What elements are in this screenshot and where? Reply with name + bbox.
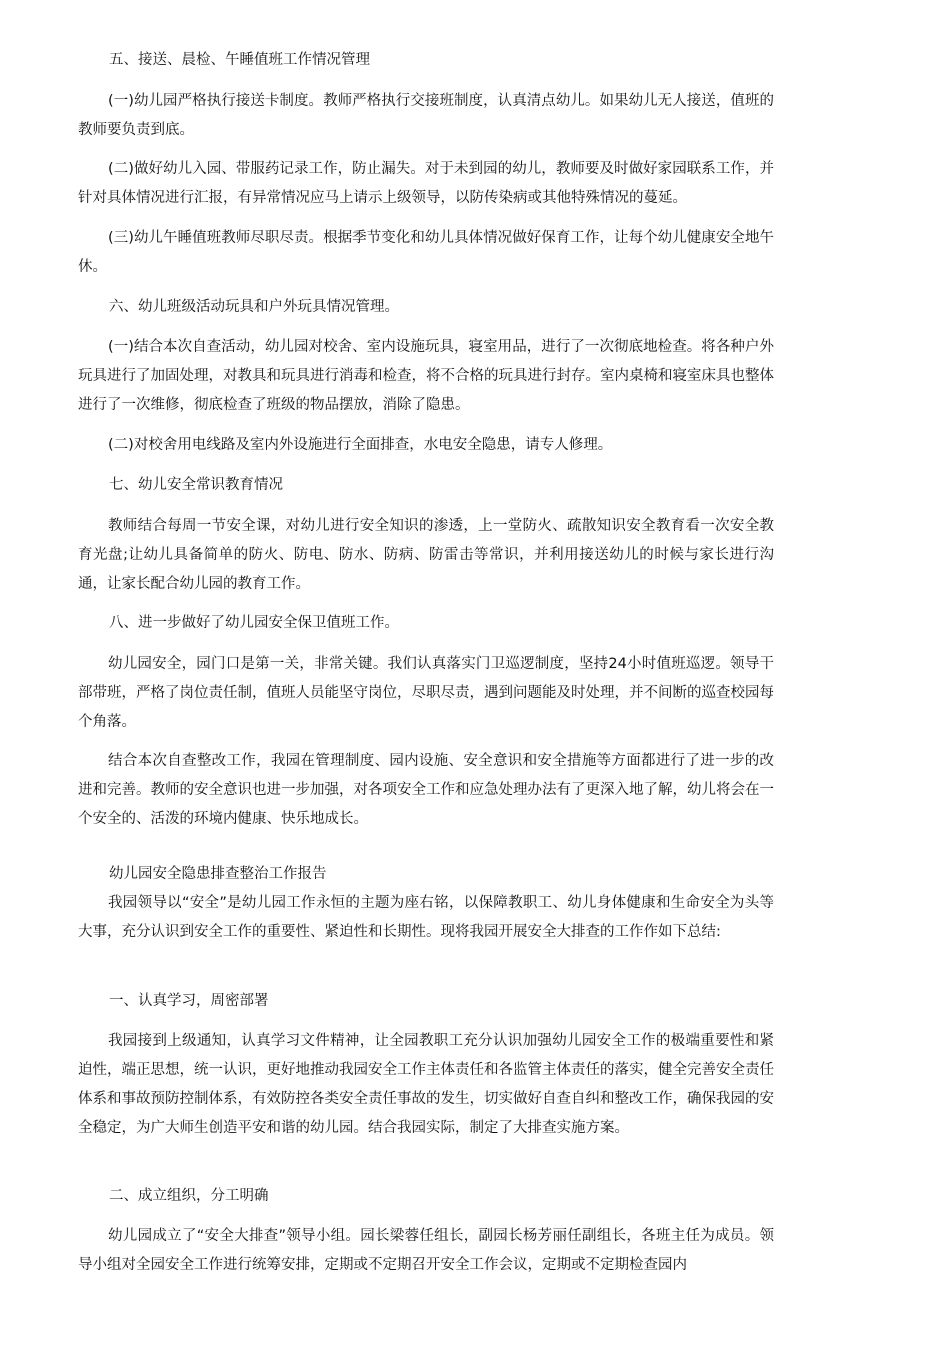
- section-heading-6: 六、幼儿班级活动玩具和户外玩具情况管理。: [109, 299, 399, 315]
- section-heading-5: 五、接送、晨检、午睡值班工作情况管理: [109, 52, 370, 68]
- paragraph: (二)做好幼儿入园、带服药记录工作，防止漏失。对于未到园的幼儿，教师要及时做好家园联系工作，并针对具体情况进行汇报，有异常情况应马上请示上级领导，以防传染病或其他特殊情况的蔓延。: [78, 161, 774, 206]
- paragraph: (一)幼儿园严格执行接送卡制度。教师严格执行交接班制度，认真清点幼儿。如果幼儿无人接送，值班的教师要负责到底。: [78, 93, 774, 138]
- section-heading-8: 八、进一步做好了幼儿园安全保卫值班工作。: [109, 615, 399, 631]
- paragraph: 教师结合每周一节安全课，对幼儿进行安全知识的渗透，上一堂防火、疏散知识安全教育看一次安全教育光盘;让幼儿具备简单的防火、防电、防水、防病、防雷击等常识，并利用接送幼儿的时候与家长进行沟通，让家长配合幼儿园的教育工作。: [78, 518, 774, 592]
- paragraph: 我园领导以“安全”是幼儿园工作永恒的主题为座右铭，以保障教职工、幼儿身体健康和生命安全为头等大事，充分认识到安全工作的重要性、紧迫性和长期性。现将我园开展安全大排查的工作作如下总结:: [78, 895, 774, 940]
- paragraph: (一)结合本次自查活动，幼儿园对校舍、室内设施玩具，寝室用品，进行了一次彻底地检查。将各种户外玩具进行了加固处理，对教具和玩具进行消毒和检查，将不合格的玩具进行封存。室内桌椅和寝室床具也整体进行了一次维修，彻底检查了班级的物品摆放，消除了隐患。: [78, 339, 774, 413]
- report-title: 幼儿园安全隐患排查整治工作报告: [109, 866, 327, 882]
- paragraph: (二)对校舍用电线路及室内外设施进行全面排查，水电安全隐患，请专人修理。: [108, 437, 613, 453]
- paragraph: (三)幼儿午睡值班教师尽职尽责。根据季节变化和幼儿具体情况做好保育工作，让每个幼儿健康安全地午休。: [78, 230, 774, 275]
- paragraph: 幼儿园成立了“安全大排查”领导小组。园长梁蓉任组长，副园长杨芳丽任副组长，各班主任为成员。领导小组对全园安全工作进行统筹安排，定期或不定期召开安全工作会议，定期或不定期检查园内: [78, 1228, 774, 1273]
- paragraph: 幼儿园安全，园门口是第一关，非常关键。我们认真落实门卫巡逻制度，坚持24小时值班巡逻。领导干部带班，严格了岗位责任制，值班人员能坚守岗位，尽职尽责，遇到问题能及时处理，并不间断的巡查校园每个角落。: [78, 656, 774, 730]
- section-heading-7: 七、幼儿安全常识教育情况: [109, 477, 283, 493]
- paragraph: 结合本次自查整改工作，我园在管理制度、园内设施、安全意识和安全措施等方面都进行了进一步的改进和完善。教师的安全意识也进一步加强，对各项安全工作和应急处理办法有了更深入地了解，幼儿将会在一个安全的、活泼的环境内健康、快乐地成长。: [78, 753, 774, 827]
- paragraph: 我园接到上级通知，认真学习文件精神，让全园教职工充分认识加强幼儿园安全工作的极端重要性和紧迫性，端正思想，统一认识，更好地推动我园安全工作主体责任和各监管主体责任的落实，健全完善安全责任体系和事故预防控制体系，有效防控各类安全责任事故的发生，切实做好自查自纠和整改工作，确保我园的安全稳定，为广大师生创造平安和谐的幼儿园。结合我园实际，制定了大排查实施方案。: [78, 1033, 774, 1136]
- report-heading-2: 二、成立组织，分工明确: [109, 1188, 269, 1204]
- report-heading-1: 一、认真学习，周密部署: [109, 993, 269, 1009]
